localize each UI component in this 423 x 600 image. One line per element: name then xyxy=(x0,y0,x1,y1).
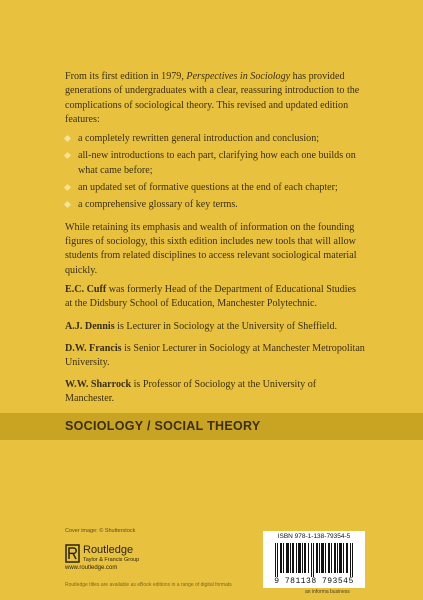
publisher-url: www.routledge.com xyxy=(65,565,118,571)
intro-paragraph: From its first edition in 1979, Perspectives in Sociology has provided generations of undergraduates with a clear, reassuring introduction to the complications of sociological theory. This revised and updated edition features: xyxy=(65,71,360,125)
list-item: all-new introductions to each part, clarifying how each one builds on what came before; xyxy=(65,149,370,178)
subject-band xyxy=(0,413,423,440)
author-name: W.W. Sharrock xyxy=(65,379,132,390)
author-bio: E.C. Cuff was formerly Head of the Department of Educational Studies at the Didsbury School of Education, Manchester Polytechnic. xyxy=(65,284,356,310)
routledge-r-icon xyxy=(65,544,80,563)
informa-tagline: an informa business xyxy=(305,589,350,595)
author-name: D.W. Francis xyxy=(65,343,122,354)
isbn-text: ISBN 978-1-138-79354-5 xyxy=(277,533,351,540)
routledge-logo xyxy=(65,544,195,574)
isbn-barcode xyxy=(263,531,365,588)
diamond-bullet-icon xyxy=(64,201,71,208)
author-name: E.C. Cuff xyxy=(65,284,107,295)
diamond-bullet-icon xyxy=(64,184,71,191)
barcode-number: 9 781138 793545 xyxy=(274,577,354,586)
closing-paragraph: While retaining its emphasis and wealth of information on the founding figures of sociology, this sixth edition includes new tools that will allow students from related disciplines to access relevant sociological material quickly. xyxy=(65,221,357,276)
author-bio: W.W. Sharrock is Professor of Sociology at the University of Manchester. xyxy=(65,379,317,405)
barcode-icon xyxy=(273,543,355,577)
list-item: a completely rewritten general introduction and conclusion; xyxy=(65,132,370,146)
author-bio: A.J. Dennis is Lecturer in Sociology at the University of Sheffield. xyxy=(65,321,338,332)
blurb xyxy=(65,70,370,278)
publisher-group: Taylor & Francis Group xyxy=(83,557,140,563)
diamond-bullet-icon xyxy=(64,152,71,159)
ebook-note: Routledge titles are available as eBook editions in a range of digital formats xyxy=(65,582,232,588)
list-item: a comprehensive glossary of key terms. xyxy=(65,198,370,212)
list-item: an updated set of formative questions at the end of each chapter; xyxy=(65,181,370,195)
author-name: A.J. Dennis xyxy=(65,321,115,332)
subject-label: SOCIOLOGY / SOCIAL THEORY xyxy=(65,419,261,433)
features-list xyxy=(65,132,370,212)
book-title: Perspectives in Sociology xyxy=(186,71,291,82)
publisher-name: Routledge xyxy=(83,544,134,556)
author-bio: D.W. Francis is Senior Lecturer in Sociology at Manchester Metropolitan University. xyxy=(65,343,365,369)
diamond-bullet-icon xyxy=(64,135,71,142)
cover-credit: Cover image: © Shutterstock xyxy=(65,528,136,534)
